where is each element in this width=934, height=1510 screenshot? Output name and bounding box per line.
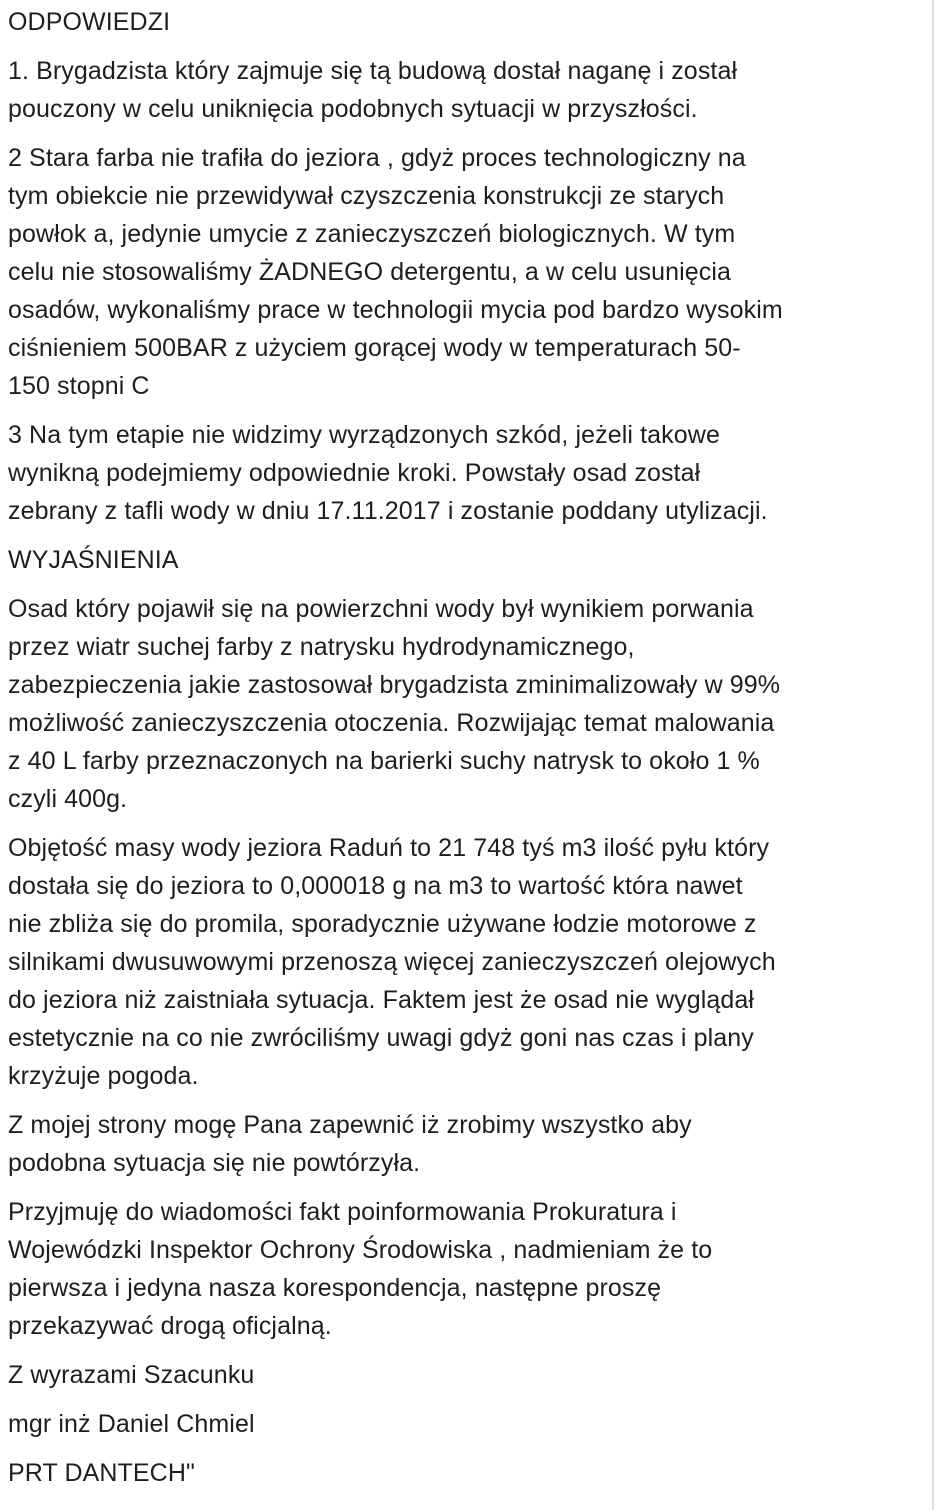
- text-line: pouczony w celu uniknięcia podobnych sytuacji w przyszłości.: [8, 95, 698, 123]
- text-line: 3 Na tym etapie nie widzimy wyrządzonych szkód, jeżeli takowe: [8, 421, 720, 449]
- text-line: 2 Stara farba nie trafiła do jeziora , gdyż proces technologiczny na: [8, 144, 746, 172]
- signature-name: [8, 1405, 928, 1443]
- text-line: przez wiatr suchej farby z natrysku hydrodynamicznego,: [8, 633, 635, 661]
- text-line: nie zbliża się do promila, sporadycznie używane łodzie motorowe z: [8, 910, 757, 938]
- text-line: możliwość zanieczyszczenia otoczenia. Rozwijając temat malowania: [8, 709, 775, 737]
- paragraph-assurance: [8, 1106, 928, 1182]
- paragraph-answer-2: [8, 139, 928, 405]
- text-line: podobna sytuacja się nie powtórzyła.: [8, 1149, 421, 1177]
- text-line: Z mojej strony mogę Pana zapewnić iż zrobimy wszystko aby: [8, 1111, 692, 1139]
- text-line: tym obiekcie nie przewidywał czyszczenia konstrukcji ze starych: [8, 182, 725, 210]
- text-line: 150 stopni C: [8, 372, 150, 400]
- text-line: silnikami dwusuwowymi przenoszą więcej zanieczyszczeń olejowych: [8, 948, 776, 976]
- text-line: estetycznie na co nie zwróciliśmy uwagi gdyż goni nas czas i plany: [8, 1024, 754, 1052]
- post-text-body: [8, 3, 928, 1503]
- text-line: ODPOWIEDZI: [8, 8, 171, 36]
- text-line: Z wyrazami Szacunku: [8, 1361, 255, 1389]
- text-line: osadów, wykonaliśmy prace w technologii mycia pod bardzo wysokim: [8, 296, 783, 324]
- text-line: Wojewódzki Inspektor Ochrony Środowiska , nadmieniam że to: [8, 1236, 713, 1264]
- text-line: zabezpieczenia jakie zastosował brygadzista zminimalizowały w 99%: [8, 671, 781, 699]
- paragraph-answer-3: [8, 416, 928, 530]
- text-line: mgr inż Daniel Chmiel: [8, 1410, 255, 1438]
- text-line: przekazywać drogą oficjalną.: [8, 1312, 332, 1340]
- text-line: dostała się do jeziora to 0,000018 g na m3 to wartość która nawet: [8, 872, 743, 900]
- paragraph-explanation-1: [8, 590, 928, 818]
- text-line: do jeziora niż zaistniała sytuacja. Faktem jest że osad nie wyglądał: [8, 986, 755, 1014]
- text-line: wynikną podejmiemy odpowiednie kroki. Powstały osad został: [8, 459, 701, 487]
- signature-company: [8, 1454, 928, 1492]
- heading-wyjasnienia: [8, 541, 928, 579]
- text-line: ciśnieniem 500BAR z użyciem gorącej wody w temperaturach 50-: [8, 334, 741, 362]
- text-line: zebrany z tafli wody w dniu 17.11.2017 i zostanie poddany utylizacji.: [8, 497, 768, 525]
- closing-salutation: [8, 1356, 928, 1394]
- heading-odpowiedzi: [8, 3, 928, 41]
- paragraph-acknowledgement: [8, 1193, 928, 1345]
- text-line: Objętość masy wody jeziora Raduń to 21 748 tyś m3 ilość pyłu który: [8, 834, 770, 862]
- text-line: Przyjmuję do wiadomości fakt poinformowania Prokuratura i: [8, 1198, 677, 1226]
- text-line: WYJAŚNIENIA: [8, 546, 179, 574]
- text-line: PRT DANTECH": [8, 1459, 195, 1487]
- text-line: czyli 400g.: [8, 785, 128, 813]
- text-line: 1. Brygadzista który zajmuje się tą budową dostał naganę i został: [8, 57, 738, 85]
- text-line: powłok a, jedynie umycie z zanieczyszczeń biologicznych. W tym: [8, 220, 736, 248]
- text-line: pierwsza i jedyna nasza korespondencja, następne proszę: [8, 1274, 662, 1302]
- text-line: krzyżuje pogoda.: [8, 1062, 199, 1090]
- text-line: z 40 L farby przeznaczonych na barierki suchy natrysk to około 1 %: [8, 747, 760, 775]
- text-line: Osad który pojawił się na powierzchni wody był wynikiem porwania: [8, 595, 754, 623]
- paragraph-explanation-2: [8, 829, 928, 1095]
- text-line: celu nie stosowaliśmy ŻADNEGO detergentu, a w celu usunięcia: [8, 258, 731, 286]
- paragraph-answer-1: [8, 52, 928, 128]
